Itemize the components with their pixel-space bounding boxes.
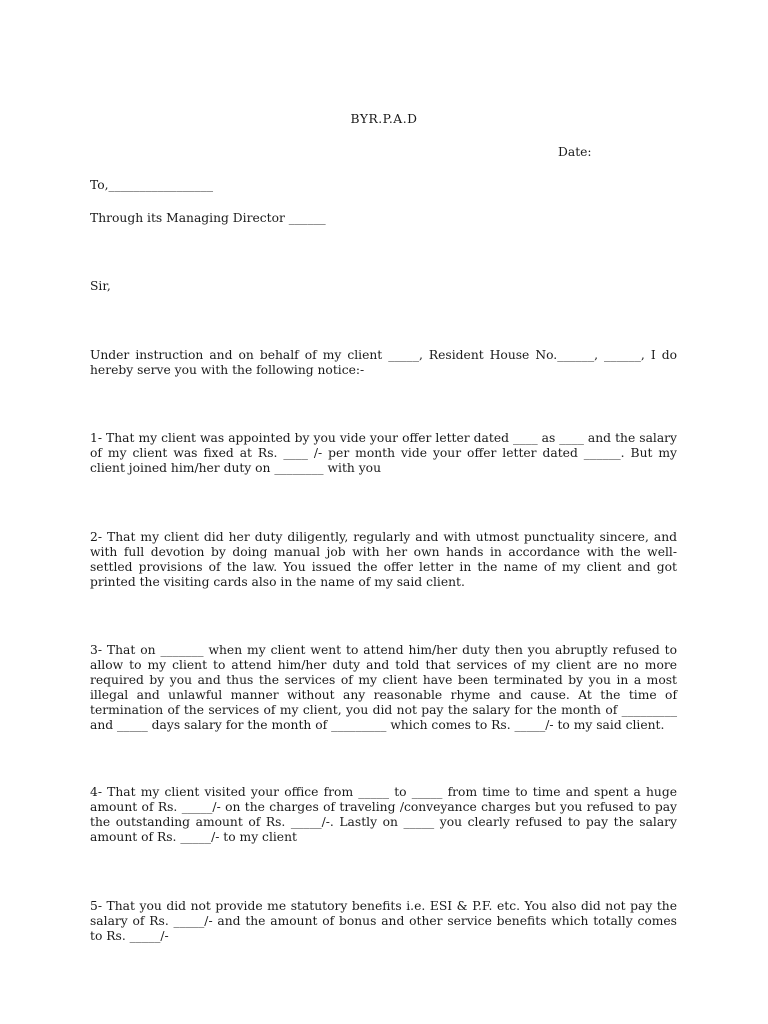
date-label: Date: [558,145,592,159]
recipient-line: To,_________________ [90,178,214,192]
notice-paragraph-2: 2- That my client did her duty diligently, regularly and with utmost punctuality sincere, and with full devotion by doing manual job with her own hands in accordance with the well-settled provisions of the law. You issued the offer letter in the name of my client and got printed the visiting cards also in the name of my said client. [90,530,677,589]
salutation: Sir, [90,279,111,293]
notice-paragraph-4: 4- That my client visited your office from _____ to _____ from time to time and spent a huge amount of Rs. _____/- on the charges of traveling /conveyance charges but you refused to pay the outstanding amount of Rs. _____/-. Lastly on _____ you clearly refused to pay the salary amount of Rs. _____/- to my client [90,785,677,844]
notice-paragraph-3: 3- That on _______ when my client went to attend him/her duty then you abruptly refused to allow to my client to attend him/her duty and told that services of my client are no more required by you and thus the services of my client have been terminated by you in a most illegal and unlawful manner without any reasonable rhyme and cause. At the time of termination of the services of my client, you did not pay the salary for the month of _________ and _____ days salary for the month of _________ which comes to Rs. _____/- to my said client. [90,643,677,732]
through-line: Through its Managing Director ______ [90,211,326,225]
intro-paragraph: Under instruction and on behalf of my client _____, Resident House No.______, ______, I do hereby serve you with the following notice:- [90,348,677,377]
notice-paragraph-5: 5- That you did not provide me statutory benefits i.e. ESI & P.F. etc. You also did not pay the salary of Rs. _____/- and the amount of bonus and other service benefits which totally comes to Rs. _____/- [90,899,677,943]
document-title: BYR.P.A.D [350,112,418,126]
notice-paragraph-1: 1- That my client was appointed by you vide your offer letter dated ____ as ____ and the salary of my client was fixed at Rs. ____ /- per month vide your offer letter dated ______. But my client joined him/her duty on ________ with you [90,431,677,475]
